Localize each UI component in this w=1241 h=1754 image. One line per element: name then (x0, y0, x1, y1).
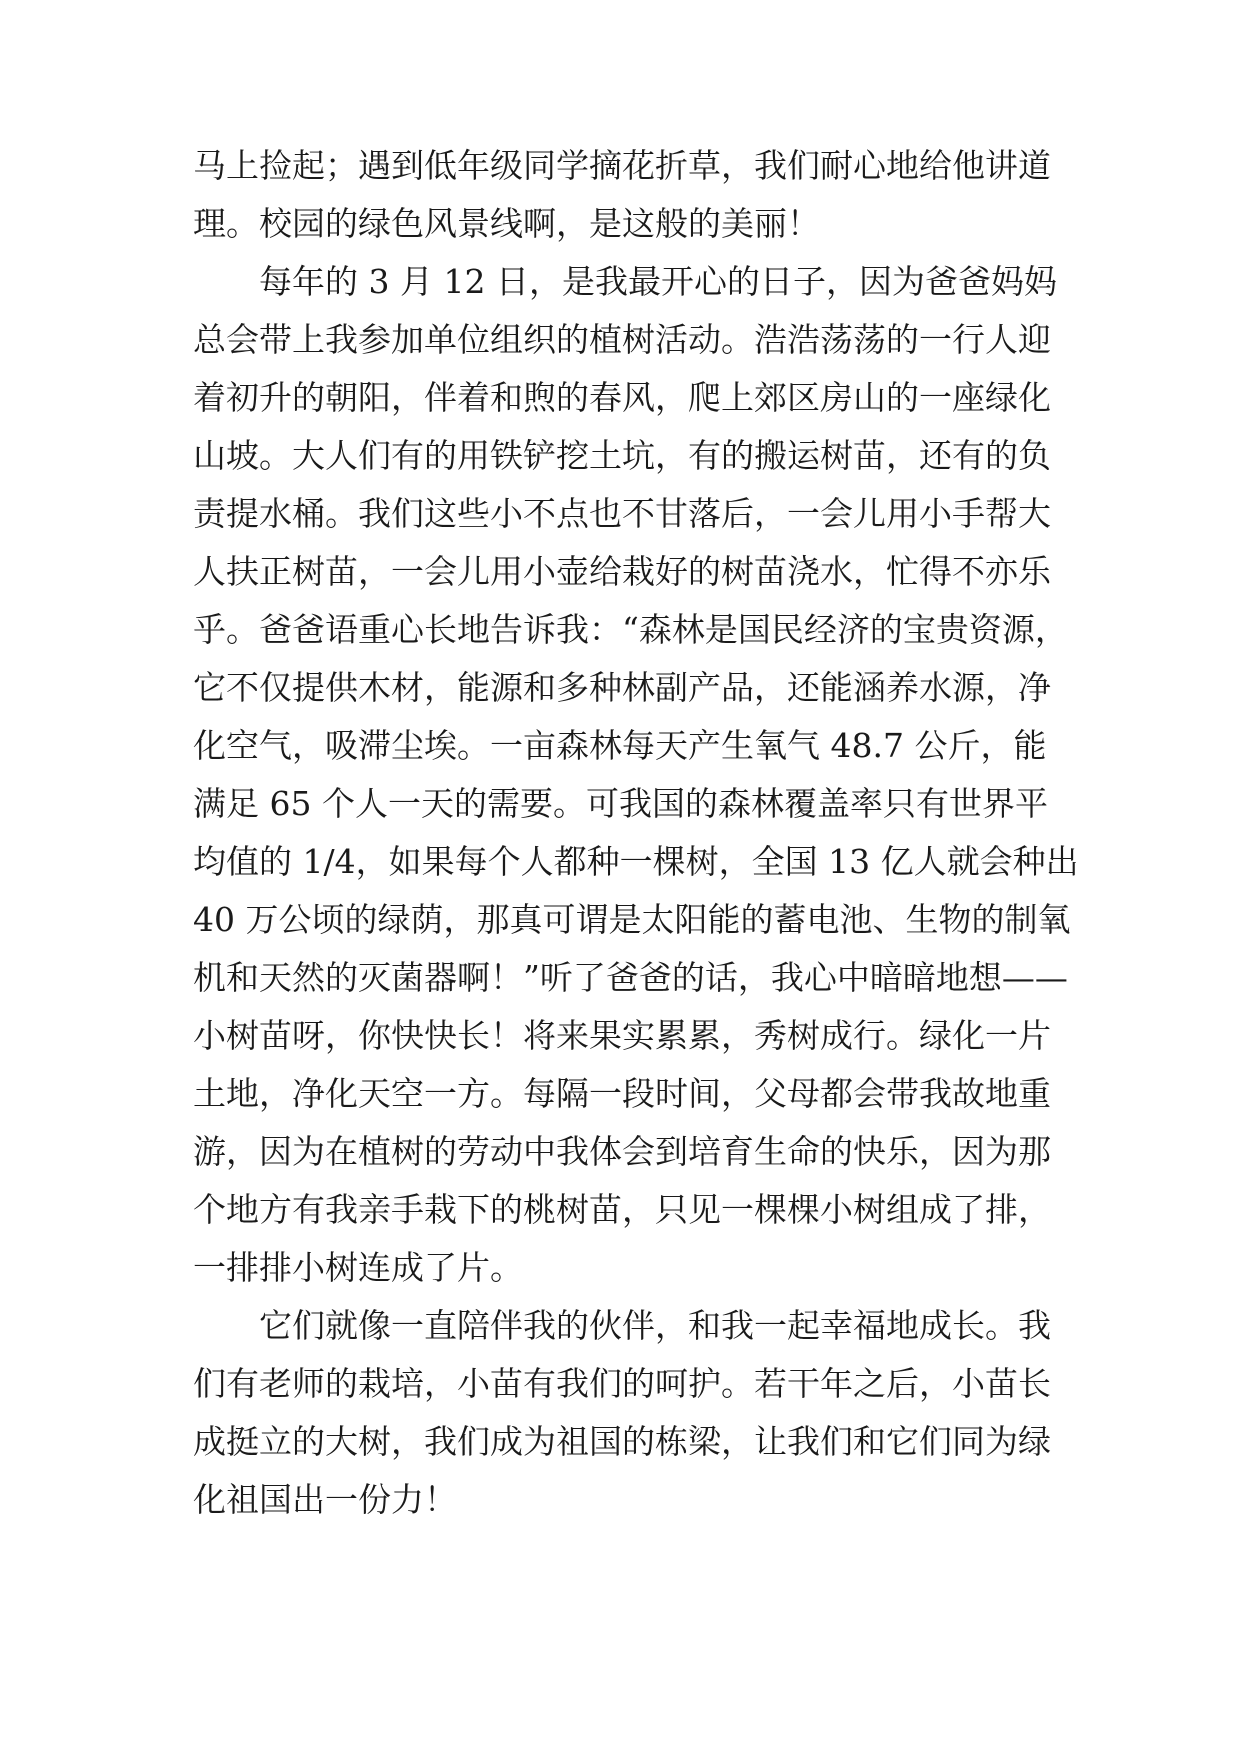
text-line: 它们就像一直陪伴我的伙伴，和我一起幸福地成长。我 (259, 1306, 1051, 1345)
text-line: 人扶正树苗，一会儿用小壶给栽好的树苗浇水，忙得不亦乐 (193, 552, 1051, 591)
text-line: 它不仅提供木材，能源和多种林副产品，还能涵养水源，净 (193, 668, 1051, 707)
text-line: 游，因为在植树的劳动中我体会到培育生命的快乐，因为那 (193, 1132, 1051, 1171)
text-line: 山坡。大人们有的用铁铲挖土坑，有的搬运树苗，还有的负 (193, 436, 1051, 475)
text-line: 一排排小树连成了片。 (193, 1248, 523, 1287)
text-line: 理。校园的绿色风景线啊，是这般的美丽！ (193, 204, 820, 243)
text-line: 机和天然的灭菌器啊！”听了爸爸的话，我心中暗暗地想—— (193, 958, 1068, 997)
text-line: 成挺立的大树，我们成为祖国的栋梁，让我们和它们同为绿 (193, 1422, 1051, 1461)
text-line: 个地方有我亲手栽下的桃树苗，只见一棵棵小树组成了排， (193, 1190, 1051, 1229)
text-line: 满足 65 个人一天的需要。可我国的森林覆盖率只有世界平 (193, 784, 1048, 823)
text-line: 着初升的朝阳，伴着和煦的春风，爬上郊区房山的一座绿化 (193, 378, 1051, 417)
text-line: 乎。爸爸语重心长地告诉我：“森林是国民经济的宝贵资源， (193, 610, 1068, 649)
text-line: 化祖国出一份力！ (193, 1480, 457, 1519)
text-line: 每年的 3 月 12 日，是我最开心的日子，因为爸爸妈妈 (259, 262, 1057, 301)
text-line: 化空气，吸滞尘埃。一亩森林每天产生氧气 48.7 公斤，能 (193, 726, 1047, 765)
text-line: 40 万公顷的绿荫，那真可谓是太阳能的蓄电池、生物的制氧 (193, 900, 1071, 939)
text-line: 土地，净化天空一方。每隔一段时间，父母都会带我故地重 (193, 1074, 1051, 1113)
text-line: 均值的 1/4，如果每个人都种一棵树，全国 13 亿人就会种出 (193, 842, 1079, 881)
text-line: 们有老师的栽培，小苗有我们的呵护。若干年之后，小苗长 (193, 1364, 1051, 1403)
text-line: 责提水桶。我们这些小不点也不甘落后，一会儿用小手帮大 (193, 494, 1051, 533)
text-line: 总会带上我参加单位组织的植树活动。浩浩荡荡的一行人迎 (193, 320, 1051, 359)
text-line: 小树苗呀，你快快长！将来果实累累，秀树成行。绿化一片 (193, 1016, 1051, 1055)
text-line: 马上捡起；遇到低年级同学摘花折草，我们耐心地给他讲道 (193, 146, 1051, 185)
